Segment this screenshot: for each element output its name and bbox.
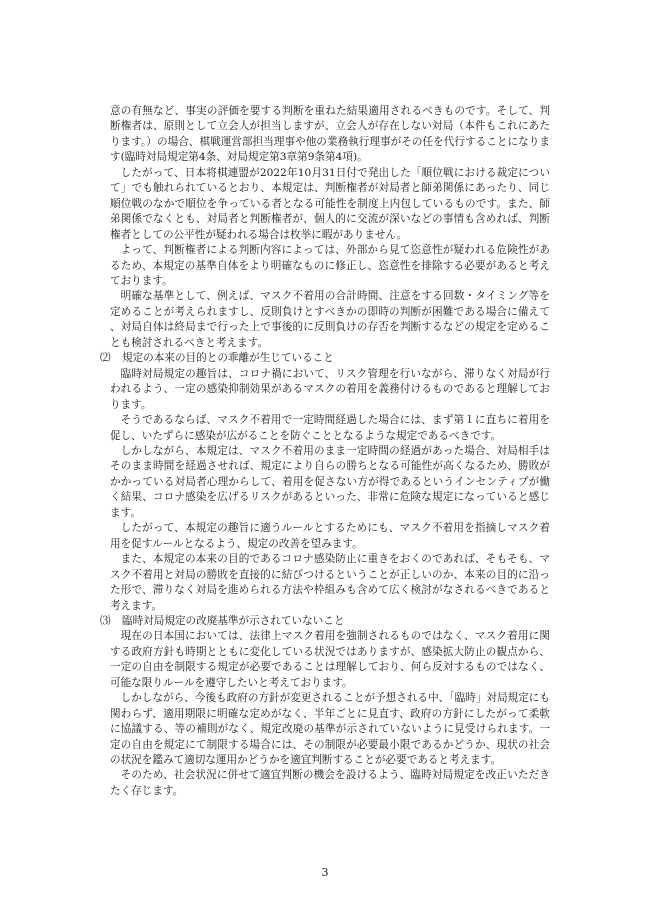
section-2-paragraph-improvement: したがって、本規定の趣旨に適うルールとするためにも、マスク不着用を指摘しマスク着用を促すルールとなるよう、規定の改善を望みます。 — [110, 522, 550, 550]
section-3-number: ⑶ — [100, 614, 111, 627]
section-3-paragraph-current-policy: 現在の日本国においては、法律上マスク着用を強制されるものではなく、マスク着用に関する政府方針も時期とともに変化している状況ではありますが、感染拡大防止の観点から、一定の自由を制限する規定が必要であることは理解しており、何ら反対するものではなく、可能な限りルールを遵守したいと考えております。 — [110, 630, 550, 689]
document-body — [100, 104, 550, 799]
section-2-title: 規定の本来の目的との乖離が生じていること — [122, 352, 334, 365]
section-2-paragraph-prompt-wearing: そうであるならば、マスク不着用で一定時間経過した場合には、まず第１に直ちに着用を促し、いたずらに感染が広がることを防ぐこととなるような規定であるべきです。 — [110, 414, 550, 442]
section-2-number: ⑵ — [100, 352, 111, 365]
paragraph-clear-criteria: 明確な基準として、例えば、マスク不着用の合計時間、注意をする回数・タイミング等を定めることが考えられますし、反則負けとすべきかの即時の判断が困難である場合に備えて、対局自体は終局まで行った上で事後的に反則負けの存否を判断するなどの規定を定めることも検討されるべきと考えます。 — [110, 290, 550, 349]
paragraph-announcement-reference: したがって、日本将棋連盟が2022年10月31日付で発出した「順位戦における裁定について」でも触れられているとおり、本規定は、判断権者が対局者と師弟関係にあったり、同じ順位戦のなかで順位を争っている者となる可能性を制度上内包しているものです。また、師弟関係でなくとも、対局者と判断権者が、個人的に交流が深いなどの事情も含めれば、判断権者としての公平性が疑われる場合は枚挙に暇がありません。 — [110, 166, 550, 241]
section-3-paragraph-no-criteria: しかしながら、今後も政府の方針が変更されることが予想される中、「臨時」対局規定にも関わらず、適用期限に明確な定めがなく、半年ごとに見直す、政府の方針にしたがって柔軟に協議する、等の補則がなく、規定改廃の基準が示されていないように見受けられます。一定の自由を規定にて制限する場合には、その制限が必要最小限であるかどうか、現状の社会の状況を鑑みて適切な運用かどうかを適宜判断することが必要であると考えます。 — [110, 692, 550, 767]
section-3-heading — [100, 614, 550, 629]
section-3-title: 臨時対局規定の改廃基準が示されていないこと — [122, 614, 345, 627]
section-3-paragraph-request: そのため、社会状況に併せて適宜判断の機会を設けるよう、臨時対局規定を改正いただきたく存じます。 — [110, 769, 550, 797]
section-2-heading — [100, 351, 550, 366]
paragraph-continuation: 意の有無など、事実の評価を要する判断を重ねた結果適用されるべきものです。そして、判断権者は、原則として立会人が担当しますが、立会人が存在しない対局（本件もこれにあたります。）の場合、棋戦運営部担当理事や他の業務執行理事がその任を代行することになります(臨時対局規定第4条、対局規定第3章第9条第4項)。 — [110, 105, 550, 164]
section-2-paragraph-broad-review: また、本規定の本来の目的であるコロナ感染防止に重きをおくのであれば、そもそも、マスク不着用と対局の勝敗を直接的に結びつけるということが正しいのか、本来の目的に沿った形で、滞りなく対局を進められる方法や枠組みも含めて広く検討がなされるべきであると考えます。 — [110, 553, 550, 612]
section-2-paragraph-purpose: 臨時対局規定の趣旨は、コロナ禍において、リスク管理を行いながら、滞りなく対局が行われるよう、一定の感染抑制効果があるマスクの着用を義務付けるものであると理解しております。 — [110, 367, 550, 411]
section-2-paragraph-incentive: しかしながら、本規定は、マスク不着用のまま一定時間の経過があった場合、対局相手はそのまま時間を経過させれば、規定により自らの勝ちとなる可能性が高くなるため、勝敗がかかっている対局者心理からして、着用を促さない方が得であるというインセンティブが働く結果、コロナ感染を広げるリスクがあるといった、非常に危険な規定になっていると感じます。 — [110, 444, 550, 519]
page-number: 3 — [321, 866, 329, 879]
paragraph-arbitrariness-risk: よって、判断権者による判断内容によっては、外部から見て恣意性が疑われる危険性があるため、本規定の基準自体をより明確なものに修正し、恣意性を排除する必要があると考えております。 — [110, 244, 550, 287]
